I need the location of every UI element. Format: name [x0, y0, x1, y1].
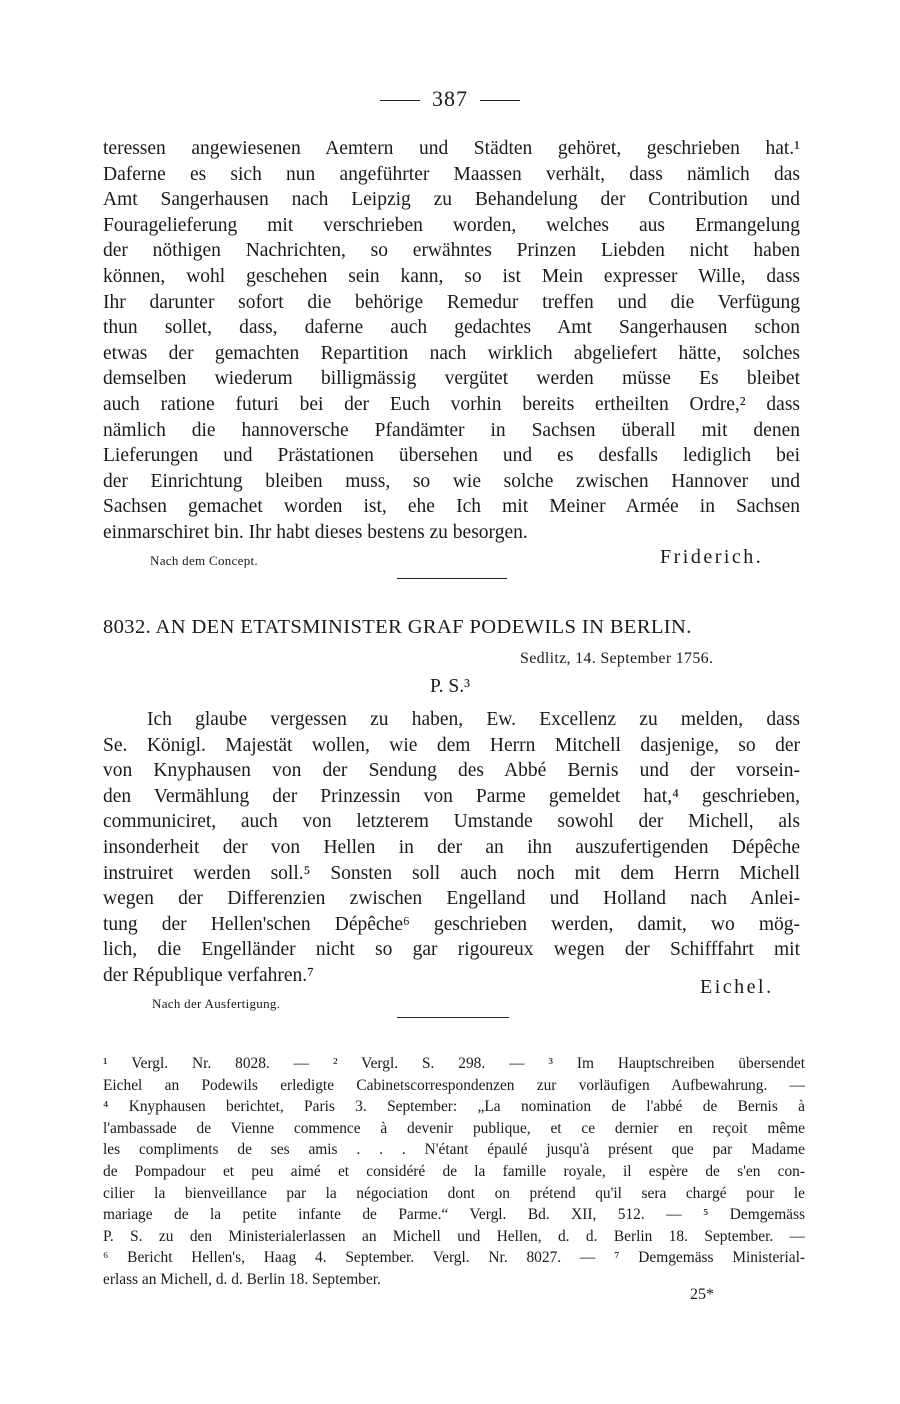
letter-body	[103, 707, 800, 989]
text-line: insonderheit der von Hellen in der an ihn auszufertigenden Dépêche	[103, 836, 800, 858]
footnote-line: ¹ Vergl. Nr. 8028. — ² Vergl. S. 298. — ³ Im Hauptschreiben übersendet	[103, 1055, 805, 1072]
text-line: wegen der Differenzien zwischen Engelland und Holland nach Anlei-	[103, 888, 800, 910]
text-line: auch ratione futuri bei der Euch vorhin bereits ertheilten Ordre,² dass	[103, 393, 800, 415]
text-line: demselben wiederum billigmässig vergütet werden müsse Es bleibet	[103, 368, 800, 390]
text-line: von Knyphausen von der Sendung des Abbé Bernis und der vorsein-	[103, 760, 800, 782]
header-dash-right	[480, 100, 520, 101]
text-line: communiciret, auch von letzterem Umstande sowohl der Michell, als	[103, 811, 800, 833]
text-line: Fouragelieferung mit verschrieben worden, welches aus Ermangelung	[103, 214, 800, 236]
footnote-line: mariage de la petite infante de Parme.“ Vergl. Bd. XII, 512. — ⁵ Demgemäss	[103, 1206, 805, 1224]
text-line: der République verfahren.⁷	[103, 964, 314, 986]
text-line: Se. Königl. Majestät wollen, wie dem Herrn Mitchell dasjenige, so der	[103, 734, 800, 756]
signature: Eichel.	[700, 976, 774, 998]
footnote-line: ⁶ Bericht Hellen's, Haag 4. September. Vergl. Nr. 8027. — ⁷ Demgemäss Ministerial-	[103, 1249, 805, 1267]
text-line: Daferne es sich nun angeführter Maassen verhält, dass nämlich das	[103, 163, 800, 185]
header-dash-left	[380, 100, 420, 101]
source-note: Nach dem Concept.	[150, 553, 258, 568]
signature-mark: 25*	[690, 1286, 714, 1303]
text-line: der Einrichtung bleiben muss, so wie solche zwischen Hannover und	[103, 470, 800, 492]
footnote-line: de Pompadour et peu aimé et considéré de la famille royale, il espère de s'en con-	[103, 1162, 805, 1180]
page-number: 387	[432, 86, 468, 111]
text-line: thun sollet, dass, daferne auch gedachtes Amt Sangerhausen schon	[103, 317, 800, 339]
text-line: instruiret werden soll.⁵ Sonsten soll auch noch mit dem Herrn Michell	[103, 862, 800, 884]
text-line: einmarschiret bin. Ihr habt dieses bestens zu besorgen.	[103, 521, 528, 543]
footnotes	[103, 1053, 805, 1291]
section1-body	[103, 136, 800, 546]
footnote-line: l'ambassade de Vienne commence à devenir publique, et ce dernier en reçoit même	[103, 1119, 805, 1137]
footnote-line: Eichel an Podewils erledigte Cabinetscorrespondenzen zur vorläufigen Aufbewahrung. —	[103, 1076, 805, 1094]
letter-title: 8032. AN DEN ETATSMINISTER GRAF PODEWILS IN BERLIN.	[103, 616, 692, 638]
text-line: Amt Sangerhausen nach Leipzig zu Behandelung der Contribution und	[103, 189, 800, 211]
text-line: nämlich die hannoversche Pfandämter in Sachsen überall mit denen	[103, 419, 800, 441]
text-line: teressen angewiesenen Aemtern und Städten gehöret, geschrieben hat.¹	[103, 138, 800, 159]
page-header	[0, 86, 900, 112]
source-note: Nach der Ausfertigung.	[152, 996, 281, 1011]
footnote-line: P. S. zu den Ministerialerlassen an Michell und Hellen, d. d. Berlin 18. September. —	[103, 1227, 805, 1245]
footnote-line: cilier la bienveillance par la négociation dont on prétend qu'il sera chargé pour le	[103, 1184, 805, 1202]
footnote-line: les compliments de ses amis . . . N'étant épaulé jusqu'à présent que par Madame	[103, 1141, 805, 1159]
text-line: den Vermählung der Prinzessin von Parme gemeldet hat,⁴ geschrieben,	[103, 785, 800, 807]
footnote-line: ⁴ Knyphausen berichtet, Paris 3. September: „La nomination de l'abbé de Bernis à	[103, 1098, 805, 1116]
text-line: etwas der gemachten Repartition nach wirklich abgeliefert hätte, solches	[103, 342, 800, 364]
text-line: tung der Hellen'schen Dépêche⁶ geschrieben werden, damit, wo mög-	[103, 913, 800, 935]
separator-rule	[397, 578, 507, 579]
text-line: der nöthigen Nachrichten, so erwähntes Prinzen Liebden nicht haben	[103, 240, 800, 262]
text-line: lich, die Engelländer nicht so gar rigoureux wegen der Schifffahrt mit	[103, 939, 800, 961]
signature: Friderich.	[660, 546, 764, 568]
letter-dateline: Sedlitz, 14. September 1756.	[520, 650, 714, 667]
text-line: können, wohl geschehen sein kann, so ist Mein expresser Wille, dass	[103, 265, 800, 287]
text-line: Lieferungen und Prästationen übersehen und es desfalls lediglich bei	[103, 445, 800, 467]
text-line: Ihr darunter sofort die behörige Remedur treffen und die Verfügung	[103, 291, 800, 313]
footnote-line: erlass an Michell, d. d. Berlin 18. September.	[103, 1270, 381, 1288]
separator-rule	[397, 1017, 509, 1018]
text-line: Ich glaube vergessen zu haben, Ew. Excellenz zu melden, dass	[147, 709, 800, 730]
postscript-heading: P. S.³	[430, 676, 470, 697]
text-line: Sachsen gemachet worden ist, ehe Ich mit Meiner Armée in Sachsen	[103, 496, 800, 518]
